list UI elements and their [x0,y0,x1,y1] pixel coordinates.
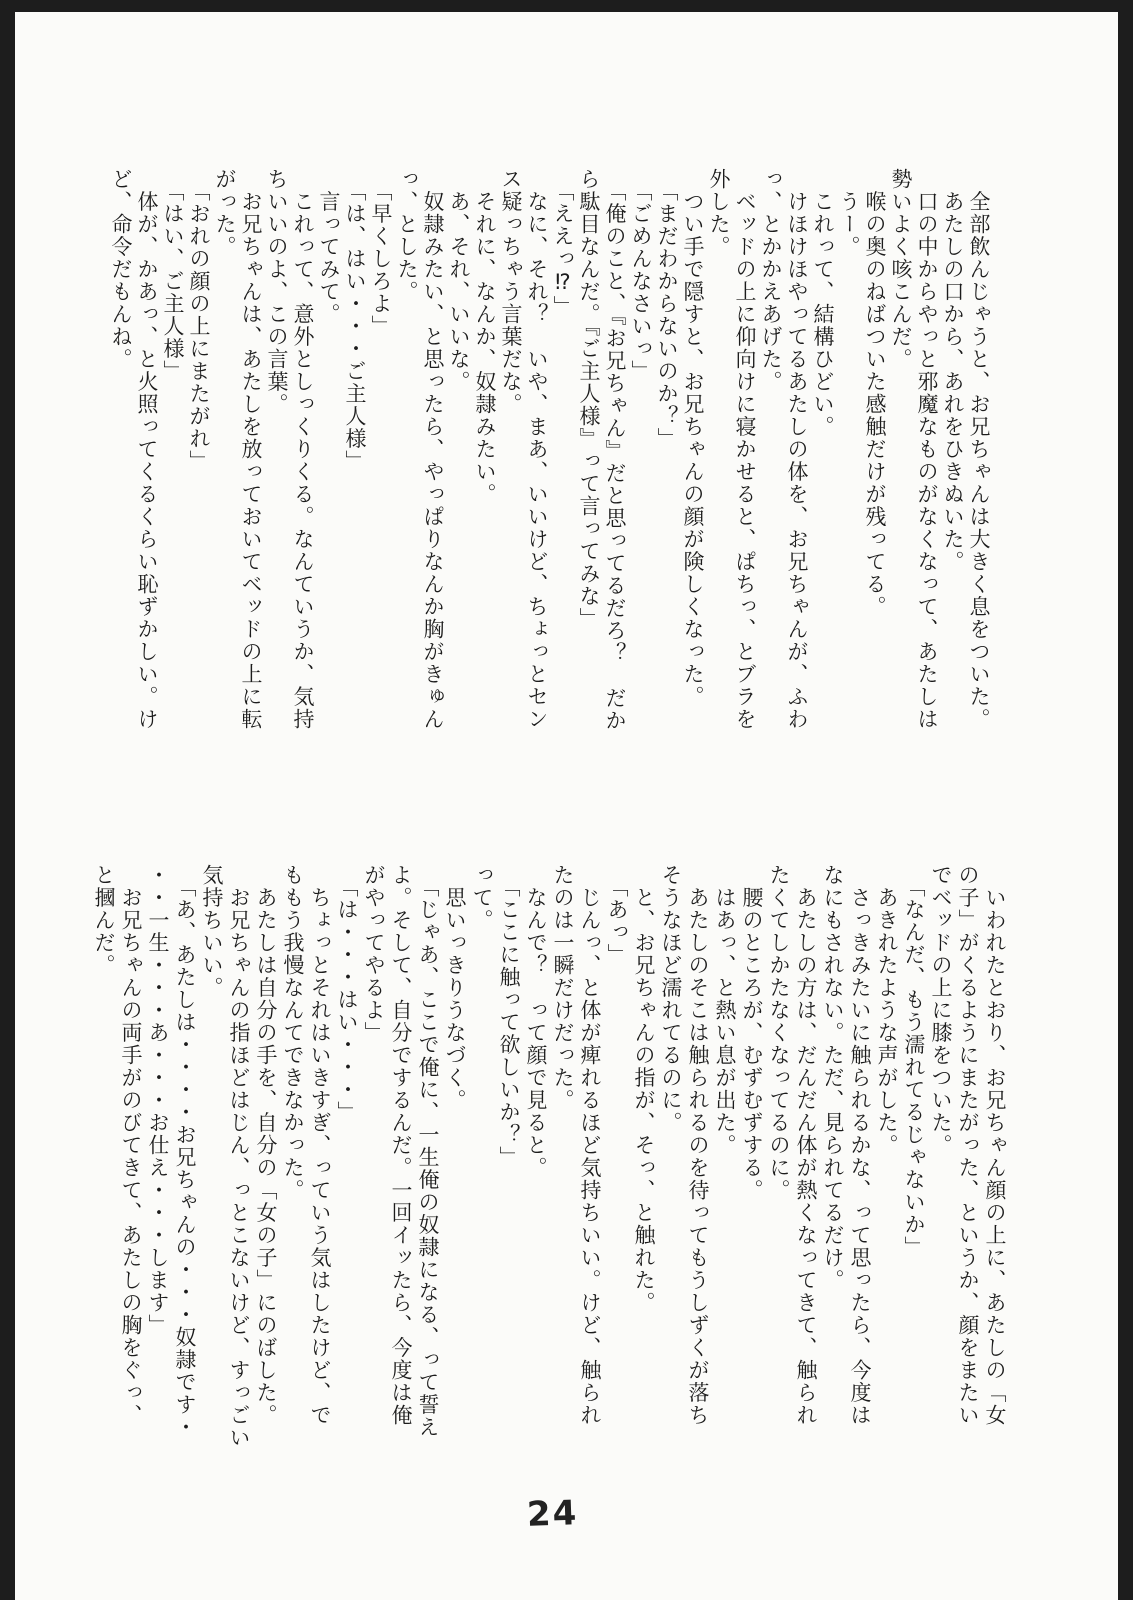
text-line: それに、なんか、奴隷みたい。 [473,168,497,506]
text-line: 「あ、あたしは・・・・お兄ちゃんの・・・奴隷です・ [173,864,197,1439]
book-page [15,12,1118,1600]
text-line: ら駄目なんだ。『ご主人様』って言ってみな」 [577,168,601,630]
text-line: 気持ちいい。 [200,864,224,999]
text-line: 「おれの顔の上にまたがれ」 [187,168,211,473]
text-line: あたしの方は、だんだん体が熱くなってきて、触られ [794,864,818,1427]
text-line: あたしは自分の手を、自分の「女の子」にのばした。 [254,864,278,1427]
text-line: 「なんだ、もう濡れてるじゃないか」 [902,864,926,1259]
text-line: 全部飲んじゃうと、お兄ちゃんは大きく息をついた。 [967,168,991,731]
text-line: 外した。 [707,168,731,258]
text-line: あ、それ、いいな。 [447,168,471,393]
text-line: これって、結構ひどい。 [811,168,835,438]
text-line: つい手で隠すと、お兄ちゃんの顔が険しくなった。 [681,168,705,708]
text-line: あたしの口から、あれをひきぬいた。 [941,168,965,573]
text-line: 腰のところが、むずむずする。 [740,864,764,1202]
text-line: たくてしかたなくなってるのに。 [767,864,791,1202]
text-line: ちいいのよ、この言葉。 [265,168,289,416]
text-line: なんで？ って顔で見ると。 [524,864,548,1179]
text-line: 喉の奥のねばついた感触だけが残ってる。 [863,168,887,618]
text-line: 「は・・・はい・・・」 [335,864,359,1124]
text-line: うー。 [837,168,861,258]
text-line: じんっ、と体が痺れるほど気持ちいい。けど、触られ [578,864,602,1427]
text-line: って。 [470,864,494,932]
text-line: そうなほど濡れてるのに。 [659,864,683,1134]
text-line: お兄ちゃんの両手がのびてきて、あたしの胸をぐっ、 [119,864,143,1427]
text-line: ちょっとそれはいきすぎ、っていう気はしたけど、で [308,864,332,1427]
text-line: 「じゃあ、ここで俺に、一生俺の奴隷になる、って誓え [416,864,440,1439]
text-line: 「は、はい・・・ご主人様」 [343,168,367,473]
text-line: 言ってみて。 [317,168,341,326]
text-line: がやってやるよ」 [362,864,386,1044]
text-line: 思いっきりうなづく。 [443,864,467,1112]
text-block-bottom [90,864,1008,1482]
text-line: 「はい、ご主人様」 [161,168,185,383]
text-line: よ。そして、自分でするんだ。一回イッたら、今度は俺 [389,864,413,1427]
text-line: の子」がくるようにまたがった、というか、顔をまたい [956,864,980,1427]
text-line: ス疑っちゃう言葉だな。 [499,168,523,416]
text-line: っ、とした。 [395,168,419,303]
text-line: けほけほやってるあたしの体を、お兄ちゃんが、ふわ [785,168,809,731]
page-number: 24 [526,1493,580,1535]
text-line: いわれたとおり、お兄ちゃん顔の上に、あたしの「女 [983,864,1007,1427]
text-line: 「早くしろよ」 [369,168,393,338]
text-line: でベッドの上に膝をついた。 [929,864,953,1157]
text-line: あきれたような声がした。 [875,864,899,1157]
text-line: と、お兄ちゃんの指が、そっ、と触れた。 [632,864,656,1314]
text-line: お兄ちゃんの指ほどはじん、っとこないけど、すっごい [227,864,251,1449]
text-line: っ、とかかえあげた。 [759,168,783,393]
text-line: なに、それ？ いや、まあ、いいけど、ちょっとセン [525,168,549,731]
text-line: あたしのそこは触られるのを待ってもうしずくが落ち [686,864,710,1427]
text-line: 勢いよく咳こんだ。 [889,168,913,371]
text-line: 「ええっ⁉」 [551,168,575,318]
text-line: たのは一瞬だけだった。 [551,864,575,1112]
text-line: 「あっ」 [605,864,629,966]
text-line: なにもされない。ただ、見られてるだけ。 [821,864,845,1292]
text-line: さっきみたいに触られるかな、って思ったら、今度は [848,864,872,1427]
text-line: ベッドの上に仰向けに寝かせると、ぱちっ、とブラを [733,168,757,731]
text-line: がった。 [213,168,237,258]
text-line: ど、命令だもんね。 [109,168,133,371]
text-line: はあっ、と熱い息が出た。 [713,864,737,1157]
text-line: 体が、かあっ、と火照ってくるくらい恥ずかしい。け [135,168,159,731]
text-line: と摑んだ。 [92,864,116,977]
text-line: 「俺のこと、『お兄ちゃん』だと思ってるだろ？ だか [603,168,627,732]
text-line: ・・一生・・・あ・・・お仕え・・・します」 [146,864,170,1337]
text-line: 「ここに触って欲しいか？」 [497,864,521,1169]
text-line: 「まだわからないのか？」 [655,168,679,450]
text-line: 奴隷みたい、と思ったら、やっぱりなんか胸がきゅん [421,168,445,731]
text-line: 口の中からやっと邪魔なものがなくなって、あたしは [915,168,939,731]
text-block-top [108,168,992,762]
text-line: ももう我慢なんてできなかった。 [281,864,305,1202]
text-line: 「ごめんなさいっ」 [629,168,653,383]
text-line: お兄ちゃんは、あたしを放っておいてベッドの上に転 [239,168,263,731]
text-line: これって、意外としっくりくる。なんていうか、気持 [291,168,315,731]
